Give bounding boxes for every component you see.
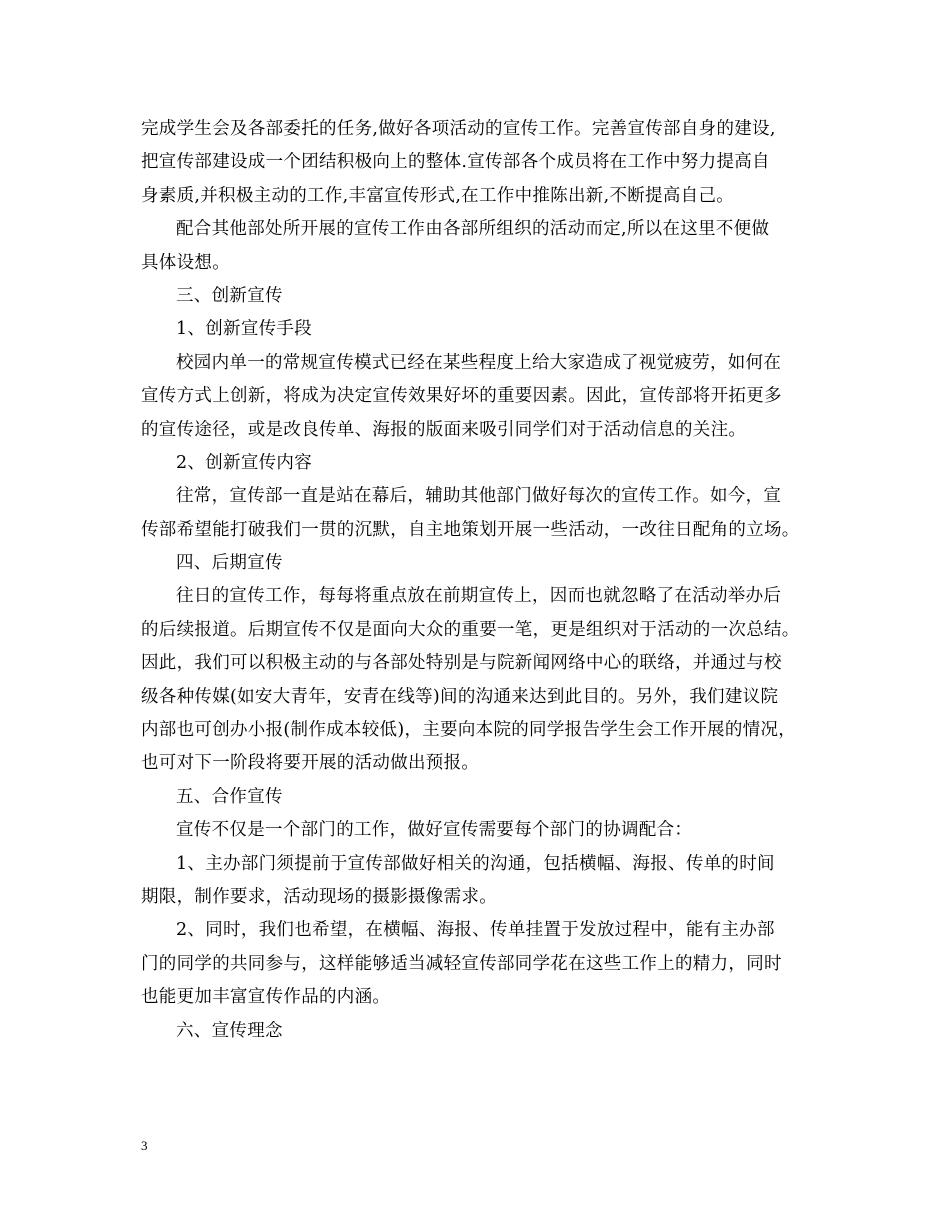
- text-line: 完成学生会及各部委托的任务,做好各项活动的宣传工作。完善宣传部自身的建设,: [141, 119, 776, 139]
- text-line: 内部也可创办小报(制作成本较低)，主要向本院的同学报告学生会工作开展的情况，: [141, 720, 797, 741]
- text-line: 也可对下一阶段将要开展的活动做出预报。: [141, 753, 480, 774]
- text-line: 校园内单一的常规宣传模式已经在某些程度上给大家造成了视觉疲劳，如何在: [176, 352, 782, 373]
- text-line: 六、宣传理念: [176, 1020, 283, 1041]
- text-line: 四、后期宣传: [176, 553, 283, 574]
- text-line: 2、创新宣传内容: [176, 452, 313, 473]
- text-line: 宣传不仅是一个部门的工作，做好宣传需要每个部门的协调配合：: [176, 820, 693, 841]
- text-line: 往常，宣传部一直是站在幕后，辅助其他部门做好每次的宣传工作。如今，宣: [176, 486, 782, 507]
- page-number: 3: [141, 1138, 148, 1153]
- text-line: 宣传方式上创新，将成为决定宣传效果好坏的重要因素。因此，宣传部将开拓更多: [141, 386, 782, 407]
- text-line: 期限，制作要求，活动现场的摄影摄像需求。: [141, 886, 497, 907]
- text-line: 门的同学的共同参与，这样能够适当减轻宣传部同学花在这些工作上的精力，同时: [141, 953, 782, 974]
- text-line: 把宣传部建设成一个团结积极向上的整体.宣传部各个成员将在工作中努力提高自: [141, 152, 770, 173]
- text-line: 的宣传途径，或是改良传单、海报的版面来吸引同学们对于活动信息的关注。: [141, 419, 747, 440]
- text-line: 身素质,并积极主动的工作,丰富宣传形式,在工作中推陈出新,不断提高自己。: [141, 185, 735, 206]
- text-line: 配合其他部处所开展的宣传工作由各部所组织的活动而定,所以在这里不便做: [176, 219, 770, 240]
- text-line: 传部希望能打破我们一贯的沉默，自主地策划开展一些活动，一改往日配角的立场。: [141, 519, 800, 540]
- text-line: 2、同时，我们也希望，在横幅、海报、传单挂置于发放过程中，能有主办部: [176, 920, 775, 941]
- text-line: 因此，我们可以积极主动的与各部处特别是与院新闻网络中心的联络，并通过与校: [141, 653, 782, 674]
- text-line: 五、合作宣传: [176, 786, 283, 807]
- document-body: [141, 113, 809, 1048]
- text-line: 的后续报道。后期宣传不仅是面向大众的重要一笔，更是组织对于活动的一次总结。: [141, 619, 800, 640]
- text-line: 级各种传媒(如安大青年，安青在线等)间的沟通来达到此目的。另外，我们建议院: [141, 686, 779, 707]
- text-line: 具体设想。: [141, 252, 230, 273]
- text-line: 1、创新宣传手段: [176, 319, 313, 340]
- text-line: 往日的宣传工作，每每将重点放在前期宣传上，因而也就忽略了在活动举办后: [176, 586, 782, 607]
- text-line: 1、主办部门须提前于宣传部做好相关的沟通，包括横幅、海报、传单的时间: [176, 853, 775, 874]
- text-line: 也能更加丰富宣传作品的内涵。: [141, 987, 391, 1008]
- text-line: 三、创新宣传: [176, 285, 283, 306]
